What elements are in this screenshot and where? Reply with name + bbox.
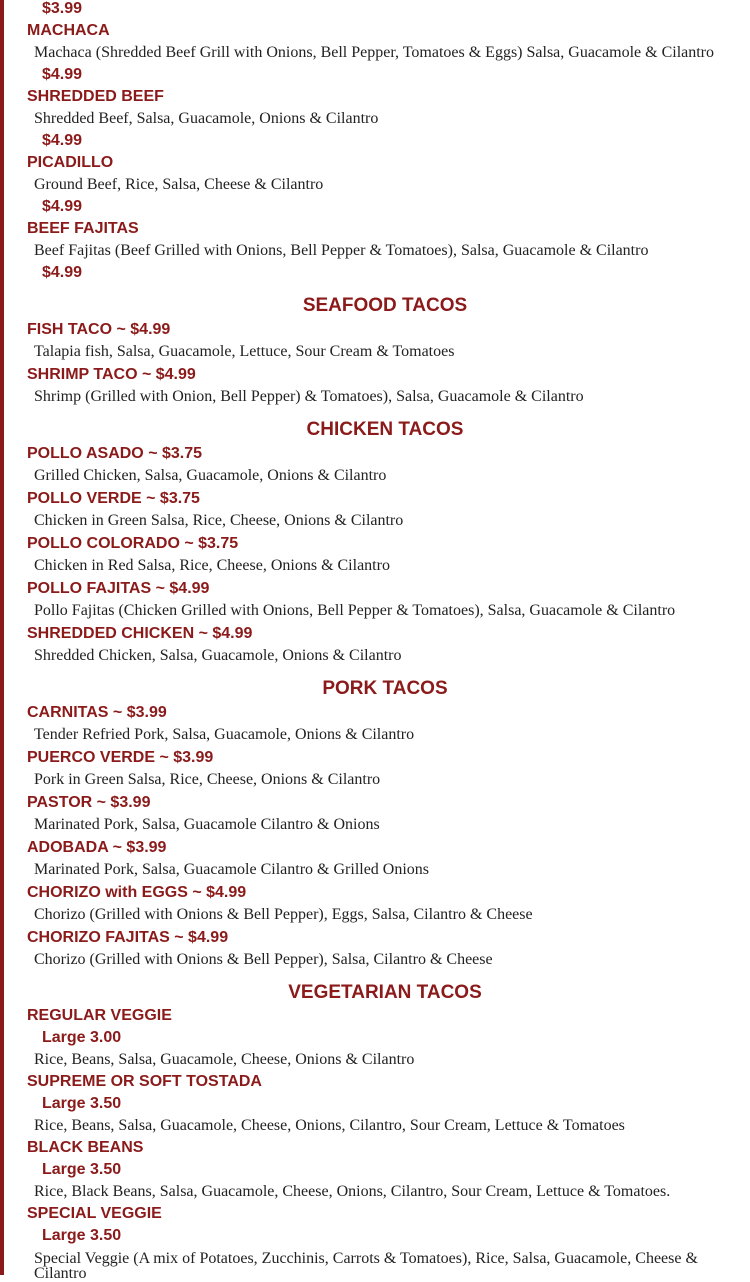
- section-title-vegetarian: VEGETARIAN TACOS: [288, 982, 482, 1003]
- item-description: Beef Fajitas (Beef Grilled with Onions, Bell Pepper & Tomatoes), Salsa, Guacamole & Cilantro: [34, 242, 649, 259]
- left-border-bar: [0, 0, 4, 1275]
- item-description: Pork in Green Salsa, Rice, Cheese, Onions & Cilantro: [34, 771, 381, 788]
- item-price: Large 3.50: [42, 1227, 122, 1244]
- item-price: $4.99: [42, 198, 83, 215]
- item-heading: CHORIZO with EGGS ~ $4.99: [27, 884, 247, 901]
- item-heading: PUERCO VERDE ~ $3.99: [27, 749, 214, 766]
- item-name-supreme-tostada: SUPREME OR SOFT TOSTADA: [27, 1073, 262, 1090]
- section-title-pork: PORK TACOS: [322, 678, 448, 699]
- item-heading: ADOBADA ~ $3.99: [27, 839, 167, 856]
- item-description: Talapia fish, Salsa, Guacamole, Lettuce, Sour Cream & Tomatoes: [34, 343, 455, 360]
- item-name-machaca: MACHACA: [27, 22, 110, 39]
- item-price: Large 3.00: [42, 1029, 122, 1046]
- item-description: Special Veggie (A mix of Potatoes, Zucchinis, Carrots & Tomatoes), Rice, Salsa, Guacamole, Cheese & Cilantro: [34, 1250, 698, 1282]
- item-name-beef-fajitas: BEEF FAJITAS: [27, 220, 139, 237]
- item-price: $4.99: [42, 132, 83, 149]
- item-description: Chorizo (Grilled with Onions & Bell Pepper), Salsa, Cilantro & Cheese: [34, 951, 493, 968]
- item-name-black-beans: BLACK BEANS: [27, 1139, 144, 1156]
- item-heading: POLLO COLORADO ~ $3.75: [27, 535, 239, 552]
- item-heading: CHORIZO FAJITAS ~ $4.99: [27, 929, 229, 946]
- item-description: Shredded Beef, Salsa, Guacamole, Onions & Cilantro: [34, 110, 379, 127]
- item-price: $4.99: [42, 264, 83, 281]
- item-price: Large 3.50: [42, 1161, 122, 1178]
- item-description: Marinated Pork, Salsa, Guacamole Cilantro & Onions: [34, 816, 380, 833]
- item-name-shredded-beef: SHREDDED BEEF: [27, 88, 164, 105]
- item-price: $4.99: [42, 66, 83, 83]
- item-description: Rice, Beans, Salsa, Guacamole, Cheese, Onions, Cilantro, Sour Cream, Lettuce & Tomatoes: [34, 1117, 625, 1134]
- item-price: Large 3.50: [42, 1095, 122, 1112]
- item-description: Pollo Fajitas (Chicken Grilled with Onions, Bell Pepper & Tomatoes), Salsa, Guacamole & Cilantro: [34, 602, 676, 619]
- item-heading: PASTOR ~ $3.99: [27, 794, 151, 811]
- item-name-regular-veggie: REGULAR VEGGIE: [27, 1007, 172, 1024]
- item-heading: SHREDDED CHICKEN ~ $4.99: [27, 625, 253, 642]
- item-description: Chorizo (Grilled with Onions & Bell Pepper), Eggs, Salsa, Cilantro & Cheese: [34, 906, 533, 923]
- item-heading: POLLO FAJITAS ~ $4.99: [27, 580, 210, 597]
- item-description: Chicken in Red Salsa, Rice, Cheese, Onions & Cilantro: [34, 557, 390, 574]
- item-heading: SHRIMP TACO ~ $4.99: [27, 366, 196, 383]
- item-description: Tender Refried Pork, Salsa, Guacamole, Onions & Cilantro: [34, 726, 415, 743]
- item-heading: CARNITAS ~ $3.99: [27, 704, 167, 721]
- item-description: Marinated Pork, Salsa, Guacamole Cilantro & Grilled Onions: [34, 861, 430, 878]
- item-price: $3.99: [42, 0, 83, 17]
- item-heading: POLLO VERDE ~ $3.75: [27, 490, 200, 507]
- item-heading: FISH TACO ~ $4.99: [27, 321, 171, 338]
- item-description: Shrimp (Grilled with Onion, Bell Pepper) & Tomatoes), Salsa, Guacamole & Cilantro: [34, 388, 584, 405]
- item-description: Machaca (Shredded Beef Grill with Onions, Bell Pepper, Tomatoes & Eggs) Salsa, Guacamole & Cilantro: [34, 44, 715, 61]
- item-description: Chicken in Green Salsa, Rice, Cheese, Onions & Cilantro: [34, 512, 404, 529]
- item-description: Shredded Chicken, Salsa, Guacamole, Onions & Cilantro: [34, 647, 402, 664]
- item-description: Rice, Black Beans, Salsa, Guacamole, Cheese, Onions, Cilantro, Sour Cream, Lettuce & Tomatoes.: [34, 1183, 671, 1200]
- item-name-special-veggie: SPECIAL VEGGIE: [27, 1205, 162, 1222]
- item-description: Ground Beef, Rice, Salsa, Cheese & Cilantro: [34, 176, 324, 193]
- item-description: Rice, Beans, Salsa, Guacamole, Cheese, Onions & Cilantro: [34, 1051, 415, 1068]
- item-heading: POLLO ASADO ~ $3.75: [27, 445, 203, 462]
- section-title-seafood: SEAFOOD TACOS: [302, 295, 468, 316]
- section-title-chicken: CHICKEN TACOS: [306, 419, 464, 440]
- item-description: Grilled Chicken, Salsa, Guacamole, Onions & Cilantro: [34, 467, 387, 484]
- item-name-picadillo: PICADILLO: [27, 154, 114, 171]
